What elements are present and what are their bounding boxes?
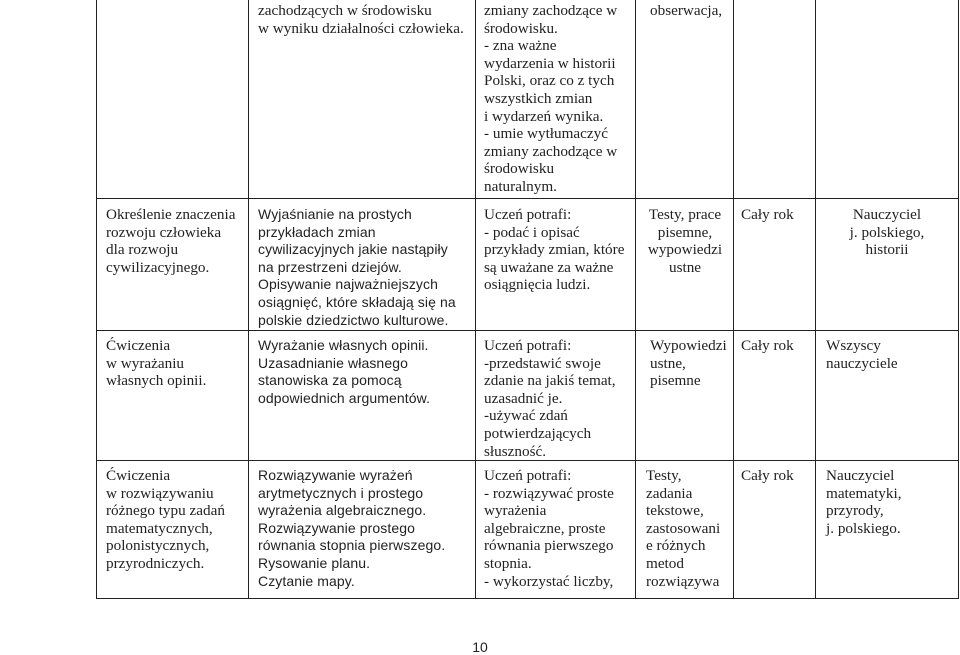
row-divider: [96, 198, 959, 199]
table-border: [248, 0, 249, 599]
timeline-cell: Cały rok: [741, 206, 794, 223]
timeline-cell: Cały rok: [741, 337, 794, 354]
assessment-cell: Testy, prace pisemne, wypowiedzi ustne: [647, 206, 723, 276]
goal-cell: Ćwiczenia w rozwiązywaniu różnego typu zadań matematycznych, polonistycznych, przyrodniczych.: [106, 467, 225, 572]
activity-cell: Wyrażanie własnych opinii. Uzasadnianie własnego stanowiska za pomocą odpowiednich argumentów.: [258, 337, 431, 406]
activity-cell: Wyjaśnianie na prostych przykładach zmian cywilizacyjnych jakie nastąpiły na przestrzeni dziejów. Opisywanie najważniejszych osiągnięć, które składają się na polskie dziedzictwo kulturowe.: [258, 206, 456, 328]
outcomes-cell: Uczeń potrafi: - rozwiązywać proste wyrażenia algebraiczne, proste równania pierwszego stopnia. - wykorzystać liczby,: [484, 467, 614, 590]
outcomes-cell: Uczeń potrafi: -przedstawić swoje zdanie na jakiś temat, uzasadnić je. -używać zdań potwierdzających słuszność.: [484, 337, 616, 460]
outcomes-cell: zmiany zachodzące w środowisku. - zna ważne wydarzenia w historii Polski, oraz co z tych wszystkich zmian i wydarzeń wynika. - umie wytłumaczyć zmiany zachodzące w środowisku naturalnym.: [484, 2, 618, 195]
table-border: [958, 0, 959, 599]
responsible-cell: Nauczyciel matematyki, przyrody, j. polskiego.: [826, 467, 902, 537]
goal-cell: Określenie znaczenia rozwoju człowieka dla rozwoju cywilizacyjnego.: [106, 206, 236, 276]
table-border: [815, 0, 816, 599]
activity-cell: Rozwiązywanie wyrażeń arytmetycznych i prostego wyrażenia algebraicznego. Rozwiązywanie prostego równania stopnia pierwszego. Rysowanie planu. Czytanie mapy.: [258, 467, 446, 589]
page-number: 10: [472, 639, 488, 655]
row-divider: [96, 330, 959, 331]
assessment-cell: Wypowiedzi ustne, pisemne: [650, 337, 727, 390]
responsible-cell: Wszyscy nauczyciele: [826, 337, 898, 372]
assessment-cell: Testy, zadania tekstowe, zastosowani e różnych metod rozwiązywa: [646, 467, 721, 590]
activity-cell: zachodzących w środowisku w wyniku działalności człowieka.: [258, 2, 464, 37]
timeline-cell: Cały rok: [741, 467, 794, 484]
table-border: [475, 0, 476, 599]
assessment-cell: obserwacja,: [650, 2, 723, 19]
table-bottom-border: [96, 598, 959, 599]
table-border: [635, 0, 636, 599]
table-border: [96, 0, 97, 599]
responsible-cell: Nauczyciel j. polskiego, historii: [849, 206, 925, 259]
outcomes-cell: Uczeń potrafi: - podać i opisać przykłady zmian, które są uważane za ważne osiągnięcia ludzi.: [484, 206, 625, 294]
goal-cell: Ćwiczenia w wyrażaniu własnych opinii.: [106, 337, 207, 390]
